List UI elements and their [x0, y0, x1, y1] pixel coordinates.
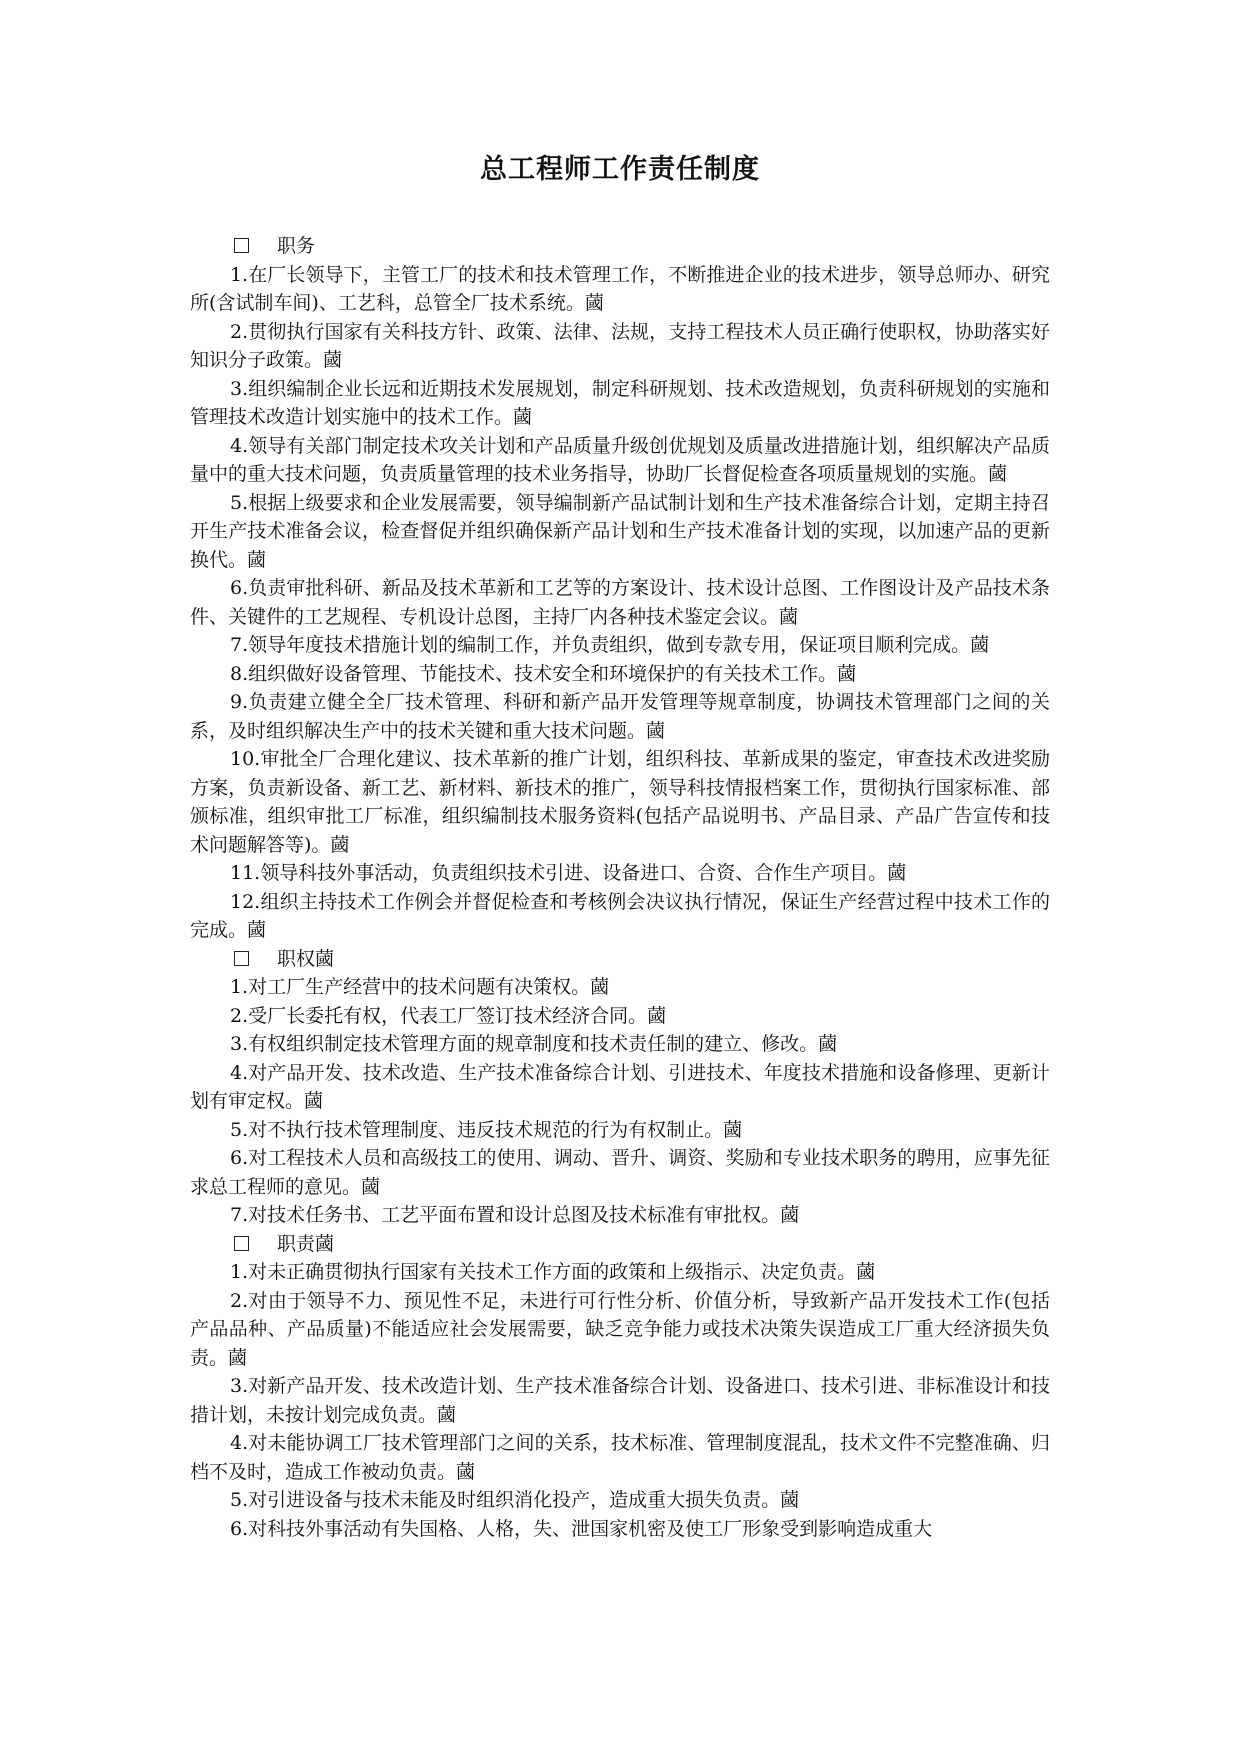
list-item: 4.领导有关部门制定技术攻关计划和产品质量升级创优规划及质量改进措施计划，组织解决产品质量中的重大技术问题，负责质量管理的技术业务指导，协助厂长督促检查各项质量规划的实施。蔮: [190, 434, 1050, 485]
list-item: 3.对新产品开发、技术改造计划、生产技术准备综合计划、设备进口、技术引进、非标准设计和技措计划，未按计划完成负责。蔮: [190, 1375, 1050, 1426]
list-item: 5.根据上级要求和企业发展需要，领导编制新产品试制计划和生产技术准备综合计划，定期主持召开生产技术准备会议，检查督促并组织确保新产品计划和生产技术准备计划的实现，以加速产品的更新换代。蔮: [190, 491, 1050, 571]
section-heading-text: 职责蔮: [277, 1232, 335, 1255]
list-item: 1.在厂长领导下，主管工厂的技术和技术管理工作，不断推进企业的技术进步，领导总师办、研究所(含试制车间)、工艺科，总管全厂技术系统。蔮: [190, 263, 1050, 314]
section-duties: [190, 232, 1050, 945]
section-heading: [190, 232, 1050, 261]
list-item: 7.领导年度技术措施计划的编制工作，并负责组织，做到专款专用，保证项目顺利完成。蔮: [230, 634, 990, 656]
list-item: 5.对引进设备与技术未能及时组织消化投产，造成重大损失负责。蔮: [230, 1489, 800, 1511]
list-item: 12.组织主持技术工作例会并督促检查和考核例会决议执行情况，保证生产经营过程中技术工作的完成。蔮: [190, 890, 1050, 941]
list-item: 1.对未正确贯彻执行国家有关技术工作方面的政策和上级指示、决定负责。蔮: [230, 1261, 876, 1283]
checkbox-square-icon: [234, 951, 249, 966]
list-item: 7.对技术任务书、工艺平面布置和设计总图及技术标准有审批权。蔮: [230, 1204, 800, 1226]
list-item: 2.受厂长委托有权，代表工厂签订技术经济合同。蔮: [230, 1004, 667, 1027]
checkbox-square-icon: [234, 1236, 249, 1251]
document-title: 总工程师工作责任制度: [480, 154, 760, 185]
section-responsibilities: [190, 1230, 1050, 1544]
list-item: 6.对科技外事活动有失国格、人格，失、泄国家机密及使工厂形象受到影响造成重大: [230, 1517, 933, 1540]
list-item: 4.对未能协调工厂技术管理部门之间的关系，技术标准、管理制度混乱，技术文件不完整准确、归档不及时，造成工作被动负责。蔮: [190, 1432, 1050, 1483]
list-item: 8.组织做好设备管理、节能技术、技术安全和环境保护的有关技术工作。蔮: [230, 662, 857, 685]
list-item: 11.领导科技外事活动，负责组织技术引进、设备进口、合资、合作生产项目。蔮: [230, 862, 907, 884]
list-item: 3.组织编制企业长远和近期技术发展规划，制定科研规划、技术改造规划，负责科研规划的实施和管理技术改造计划实施中的技术工作。蔮: [190, 377, 1050, 428]
list-item: 5.对不执行技术管理制度、违反技术规范的行为有权制止。蔮: [230, 1118, 743, 1141]
list-item: 10.审批全厂合理化建议、技术革新的推广计划，组织科技、革新成果的鉴定，审查技术改进奖励方案，负责新设备、新工艺、新材料、新技术的推广，领导科技情报档案工作，贯彻执行国家标准、部颁标准，组织审批工厂标准，组织编制技术服务资料(包括产品说明书、产品目录、产品广告宣传和技术问题解答等)。蔮: [190, 748, 1050, 856]
list-item: 9.负责建立健全全厂技术管理、科研和新产品开发管理等规章制度，协调技术管理部门之间的关系，及时组织解决生产中的技术关键和重大技术问题。蔮: [190, 691, 1050, 742]
document-page: [190, 150, 1050, 1543]
list-item: 6.负责审批科研、新品及技术革新和工艺等的方案设计、技术设计总图、工作图设计及产品技术条件、关键件的工艺规程、专机设计总图，主持厂内各种技术鉴定会议。蔮: [190, 577, 1050, 628]
checkbox-square-icon: [234, 238, 249, 253]
section-heading-text: 职权蔮: [277, 947, 335, 970]
list-item: 3.有权组织制定技术管理方面的规章制度和技术责任制的建立、修改。蔮: [230, 1033, 838, 1055]
section-authority: [190, 945, 1050, 1230]
list-item: 4.对产品开发、技术改造、生产技术准备综合计划、引进技术、年度技术措施和设备修理、更新计划有审定权。蔮: [190, 1061, 1050, 1112]
list-item: 2.对由于领导不力、预见性不足，未进行可行性分析、价值分析，导致新产品开发技术工作(包括产品品种、产品质量)不能适应社会发展需要，缺乏竞争能力或技术决策失误造成工厂重大经济损失负责。蔮: [190, 1289, 1050, 1369]
list-item: 2.贯彻执行国家有关科技方针、政策、法律、法规，支持工程技术人员正确行使职权，协助落实好知识分子政策。蔮: [190, 320, 1050, 371]
section-heading: [190, 945, 1050, 974]
section-heading: [190, 1230, 1050, 1259]
list-item: 1.对工厂生产经营中的技术问题有决策权。蔮: [230, 976, 610, 998]
list-item: 6.对工程技术人员和高级技工的使用、调动、晋升、调资、奖励和专业技术职务的聘用，应事先征求总工程师的意见。蔮: [190, 1147, 1050, 1198]
section-heading-text: 职务: [277, 235, 316, 257]
